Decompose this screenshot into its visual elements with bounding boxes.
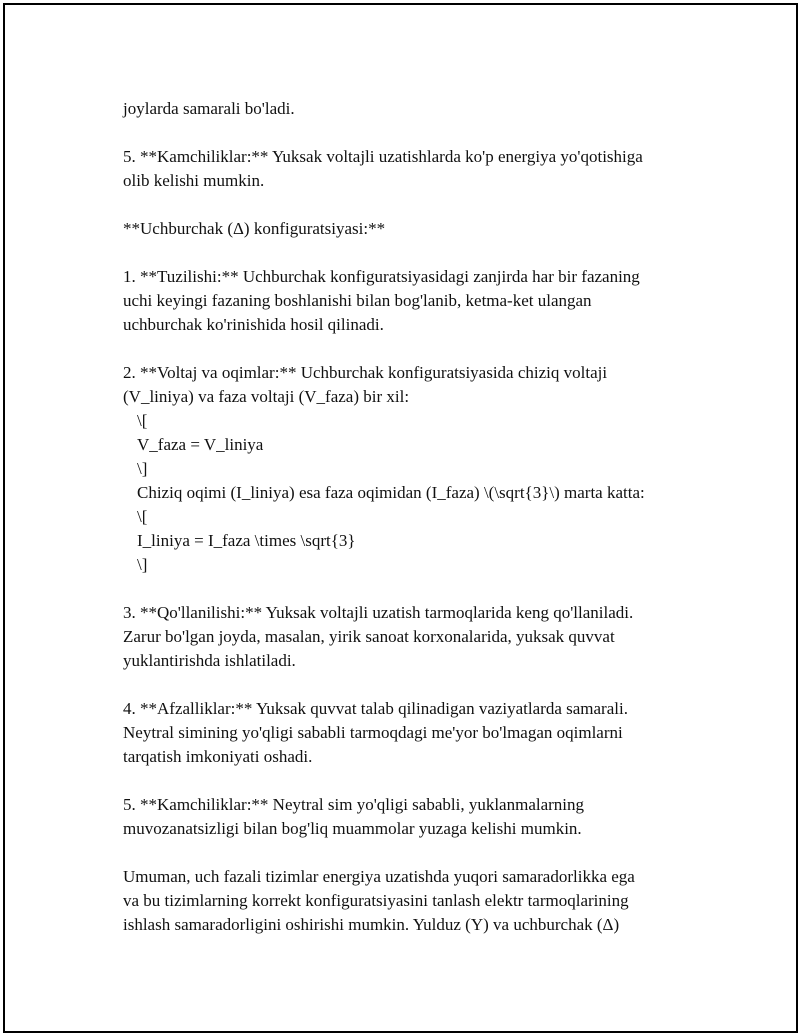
blank-line [123, 577, 723, 601]
text-line: ishlash samaradorligini oshirishi mumkin. Yulduz (Y) va uchburchak (Δ) [123, 915, 620, 934]
text-line: olib kelishi mumkin. [123, 171, 265, 190]
text-line: 3. **Qo'llanilishi:** Yuksak voltajli uzatish tarmoqlarida keng qo'llaniladi. [123, 603, 634, 622]
text-line: muvozanatsizligi bilan bog'liq muammolar yuzaga kelishi mumkin. [123, 819, 582, 838]
text-line: 4. **Afzalliklar:** Yuksak quvvat talab qilinadigan vaziyatlarda samarali. [123, 699, 628, 718]
text-line: tarqatish imkoniyati oshadi. [123, 747, 313, 766]
text-line: \] [137, 555, 148, 574]
text-line: va bu tizimlarning korrekt konfiguratsiyasini tanlash elektr tarmoqlarining [123, 891, 629, 910]
blank-line [123, 121, 723, 145]
text-line: V_faza = V_liniya [137, 435, 264, 454]
text-line: Umuman, uch fazali tizimlar energiya uzatishda yuqori samaradorlikka ega [123, 867, 635, 886]
text-line: I_liniya = I_faza \times \sqrt{3} [137, 531, 356, 550]
text-line: (V_liniya) va faza voltaji (V_faza) bir xil: [123, 387, 410, 406]
blank-line [123, 769, 723, 793]
blank-line [123, 337, 723, 361]
document-page [3, 3, 798, 1033]
text-line: uchburchak ko'rinishida hosil qilinadi. [123, 315, 384, 334]
text-line: joylarda samarali bo'ladi. [123, 99, 295, 118]
blank-line [123, 193, 723, 217]
text-line: 5. **Kamchiliklar:** Neytral sim yo'qligi sababli, yuklanmalarning [123, 795, 585, 814]
document-body [123, 97, 723, 937]
blank-line [123, 673, 723, 697]
text-line: **Uchburchak (Δ) konfiguratsiyasi:** [123, 219, 386, 238]
text-line: 2. **Voltaj va oqimlar:** Uchburchak konfiguratsiyasida chiziq voltaji [123, 363, 608, 382]
text-line: Neytral simining yo'qligi sababli tarmoqdagi me'yor bo'lmagan oqimlarni [123, 723, 623, 742]
text-line: yuklantirishda ishlatiladi. [123, 651, 296, 670]
text-line: uchi keyingi fazaning boshlanishi bilan bog'lanib, ketma-ket ulangan [123, 291, 592, 310]
text-line: \[ [137, 507, 148, 526]
text-line: Zarur bo'lgan joyda, masalan, yirik sanoat korxonalarida, yuksak quvvat [123, 627, 615, 646]
text-line: Chiziq oqimi (I_liniya) esa faza oqimidan (I_faza) \(\sqrt{3}\) marta katta: [137, 483, 645, 502]
text-line: \[ [137, 411, 148, 430]
blank-line [123, 241, 723, 265]
text-line: 1. **Tuzilishi:** Uchburchak konfiguratsiyasidagi zanjirda har bir fazaning [123, 267, 640, 286]
text-line: 5. **Kamchiliklar:** Yuksak voltajli uzatishlarda ko'p energiya yo'qotishiga [123, 147, 643, 166]
blank-line [123, 841, 723, 865]
text-line: \] [137, 459, 148, 478]
